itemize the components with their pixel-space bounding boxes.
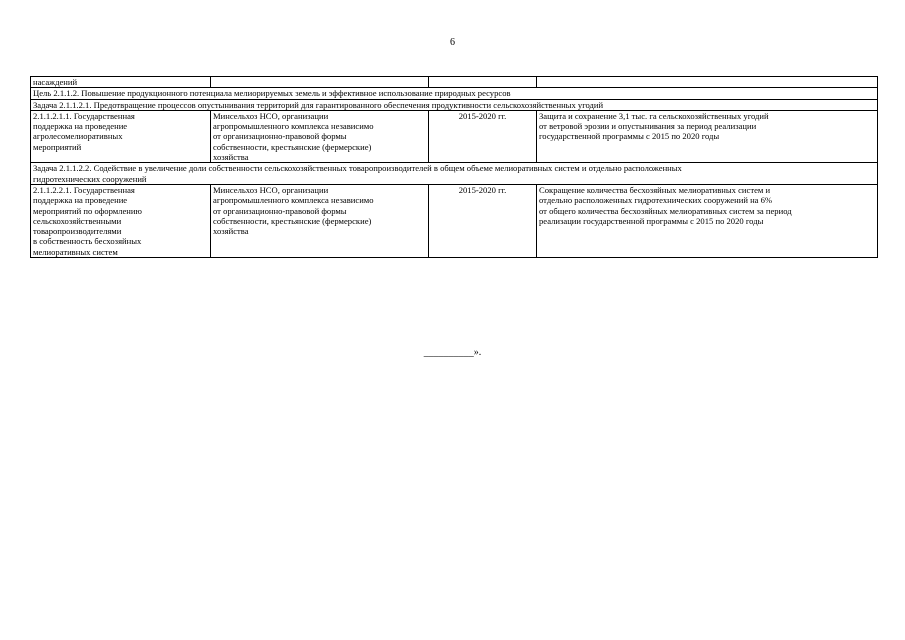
closing-mark: __________». [423, 347, 482, 358]
task2-result-cell: Сокращение количества бесхозяйных мелиоративных систем и отдельно расположенных гидротехнических сооружений на 6% от общего количества бесхозяйных мелиоративных систем за период реализации государственной программы с 2015 по 2020 годы [537, 184, 878, 257]
continuation-cell-result [537, 77, 878, 88]
table-row [31, 184, 878, 257]
goal-row [31, 88, 878, 99]
task2-header-cell: Задача 2.1.1.2.2. Содействие в увеличение доли собственности сельскохозяйственных товаропроизводителей в общем объеме мелиоративных систем и отдельно расположенных гидротехнических сооружений [31, 163, 878, 185]
task1-measure-cell: 2.1.1.2.1.1. Государственная поддержка на проведение агролесомелиоративных мероприятий [31, 110, 211, 162]
task1-period-cell: 2015-2020 гг. [429, 110, 537, 162]
continuation-cell-period [429, 77, 537, 88]
measures-table [30, 76, 878, 258]
task1-executor-cell: Минсельхоз НСО, организации агропромышленного комплекса независимо от организационно-правовой формы собственности, крестьянские (фермерские) хозяйства [211, 110, 429, 162]
task1-header-cell: Задача 2.1.1.2.1. Предотвращение процессов опустынивания территорий для гарантированного обеспечения продуктивности сельскохозяйственных угодий [31, 99, 878, 110]
task-header-row [31, 163, 878, 185]
table-row [31, 110, 878, 162]
task1-result-cell: Защита и сохранение 3,1 тыс. га сельскохозяйственных угодий от ветровой эрозии и опустынивания за период реализации государственной программы с 2015 по 2020 годы [537, 110, 878, 162]
continuation-row [31, 77, 878, 88]
page-number: 6 [450, 37, 455, 48]
task-header-row [31, 99, 878, 110]
task2-period-cell: 2015-2020 гг. [429, 184, 537, 257]
task2-executor-cell: Минсельхоз НСО, организации агропромышленного комплекса независимо от организационно-правовой формы собственности, крестьянские (фермерские) хозяйства [211, 184, 429, 257]
goal-cell: Цель 2.1.1.2. Повышение продукционного потенциала мелиорируемых земель и эффективное использование природных ресурсов [31, 88, 878, 99]
task2-measure-cell: 2.1.1.2.2.1. Государственная поддержка на проведение мероприятий по оформлению сельскохозяйственными товаропроизводителями в собственность бесхозяйных мелиоративных систем [31, 184, 211, 257]
continuation-cell-measure: насаждений [31, 77, 211, 88]
continuation-cell-executor [211, 77, 429, 88]
